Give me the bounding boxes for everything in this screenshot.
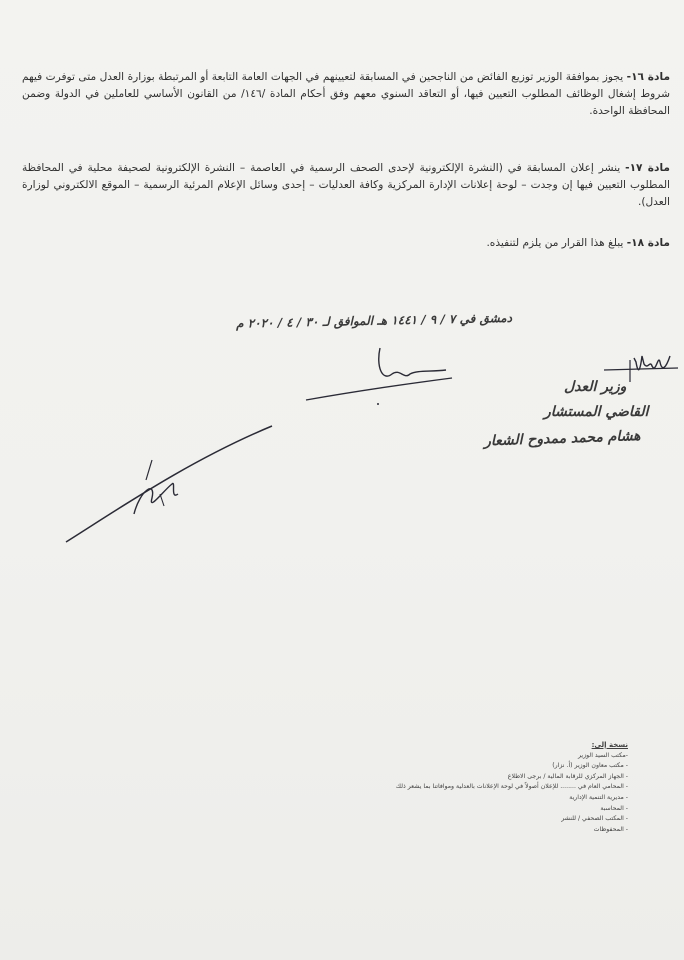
center-signature (300, 344, 460, 406)
article-18 (22, 235, 670, 252)
dateline: دمشق في ٧ / ٩ / ١٤٤١ هـ الموافق لـ ٣٠ / ٤ / ٢٠٢٠ م (235, 310, 513, 331)
distribution-item: - مديرية التنمية الإدارية (569, 793, 628, 801)
article-17 (22, 160, 670, 211)
distribution-item: - المحفوظات (593, 825, 628, 833)
distribution-item: - المكتب الصحفي / للنشر (561, 815, 628, 823)
minister-rank: القاضي المستشار (544, 404, 649, 420)
distribution-item: - المحاسبة (600, 804, 628, 812)
minister-title: وزير العدل (564, 379, 627, 395)
article-17-text: ينشر إعلان المسابقة في (النشرة الإلكترونية لإحدى الصحف الرسمية في العاصمة – النشرة الإلكترونية لصحيفة محلية في المحافظة المطلوب التعيين فيها إن وجدت – لوحة إعلانات الإدارة المركزية وكافة العدليات – إحدى وسائل الإعلام المرئية الرسمية – الموقع الالكتروني لوزارة العدل). (22, 162, 670, 208)
article-16-label: مادة ١٦- (626, 71, 671, 83)
distribution-list (308, 740, 628, 835)
distribution-item: -مكتب السيد الوزير (577, 751, 628, 759)
article-16-text: يجوز بموافقة الوزير توزيع الفائض من الناجحين في المسابقة لتعيينهم في الجهات العامة التابعة أو المرتبطة بوزارة العدل متى توفرت فيهم شروط إشغال الوظائف المطلوب التعيين فيها، أو التعاقد السنوي معهم وفق أحكام المادة /١٤٦/ من القانون الأساسي للعاملين في الدولة وضمن المحافظة الواحدة. (22, 71, 670, 117)
article-18-text: يبلغ هذا القرار من يلزم لتنفيذه. (486, 237, 624, 249)
distribution-item: - الجهاز المركزي للرقابة المالية / برجى الاطلاع (507, 772, 628, 780)
distribution-heading: نسخة إلى: (591, 741, 628, 749)
distribution-item: - المحامي العام في ........ للإعلان أصولاً في لوحة الإعلانات بالعدلية وموافاتنا بما يشعر ذلك (395, 783, 628, 791)
article-17-label: مادة ١٧- (625, 162, 670, 174)
distribution-item: - مكتب معاون الوزير (أ. نزار) (552, 762, 628, 770)
article-16 (22, 69, 670, 120)
minister-signature (60, 420, 280, 550)
article-18-label: مادة ١٨- (626, 237, 670, 249)
minister-name: هشام محمد ممدوح الشعار (483, 428, 641, 450)
